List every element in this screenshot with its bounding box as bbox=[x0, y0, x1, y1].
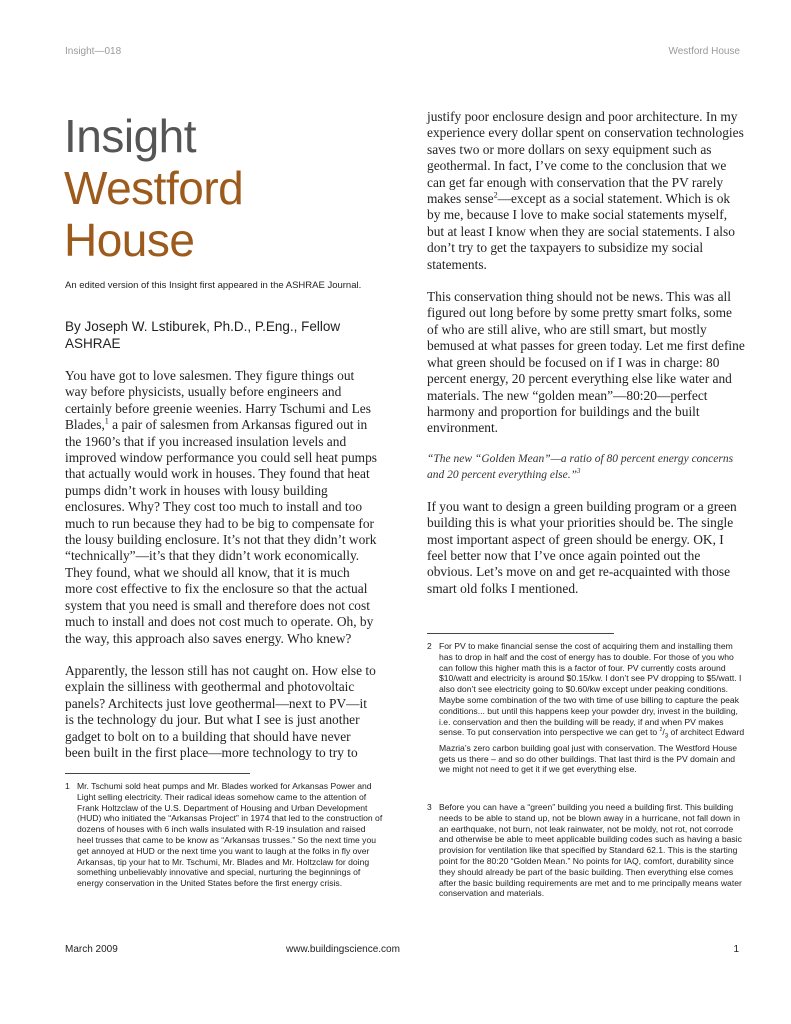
footnote-divider bbox=[65, 773, 250, 774]
paragraph: If you want to design a green building program or a green building this is what your priorities should be. The single most important aspect of green should be energy. OK, I feel better now that I’ve once again pointed out the obvious. Let’s move on and get re-acquainted with those smart old folks I mentioned. bbox=[427, 498, 737, 596]
footnote-number: 3 bbox=[427, 802, 432, 812]
title-line-house: House bbox=[64, 214, 195, 266]
pull-quote: “The new “Golden Mean”—a ratio of 80 percent energy concerns and 20 percent everything else.”$^3$ bbox=[427, 452, 734, 481]
footnote-2 bbox=[427, 641, 745, 775]
footnote-ref-2: 2 bbox=[493, 190, 498, 200]
column-left bbox=[65, 368, 377, 761]
footnote-number: 2 bbox=[427, 641, 432, 651]
footnote-text: Before you can have a “green” building you need a building first. This building needs to be able to stand up, not be blown away in a hurricane, not fall down in an earthquake, not burn, not leak rainwater, not be moldy, not rot, not corrode and otherwise be able to meet applicable building codes such as having a basic provision for ventilation like that specified by Standard 62.1. This is the starting point for the 80:20 “Golden Mean.” No points for IAQ, comfort, durability since they should already be part of the basic building. Then everything else comes after the basic building requirements are met and to me principally means water conservation and materials. bbox=[439, 802, 742, 899]
paragraph: You have got to love salesmen. They figure things out way before physicists, usually before engineers and certainly before greenie weenies. Harry Tschumi and Les Blades,$^1$ a pair of salesmen from Arkansas figured out in the 1960’s that if you increased insulation levels and improved window performance you could sell heat pumps that actually would work in houses. They found that heat pumps didn’t work in houses with lousy building enclosures. Why? They cost too much to install and too much to run because they had to be big to compensate for the lousy building enclosure. It’s not that they didn’t work “technically”—it’s that they didn’t work economically. They found, what we should all know, that it is much more cost effective to fix the enclosure so that the actual system that you need is small and therefore does not cost much to install and does not cost much to operate. Oh, by the way, this approach also saves energy. Who knew? bbox=[65, 368, 377, 646]
column-right bbox=[427, 109, 745, 597]
footnote-text: For PV to make financial sense the cost of acquiring them and installing them has to drop in half and the cost of energy has to double. For those of you who can follow this higher math this is a factor of four. PV currently costs around $10/watt and electricity is around $0.15/kw. I don’t see PV dropping to $5/watt. I also don’t see electricity going to $0.60/kw except under peaking conditions. Maybe some combination of the two with time of use billing to capture the peak conditions... but until this happens keep your powder dry, invest in the building, i.e. conservation and then the building will be ready, if and when PV makes sense. To put conservation into perspective we can get to $^2/_3$ of architect Edward Mazria’s zero carbon building goal just with conservation. The Westford House gets us there – and so do other buildings. That last third is the PV domain and we might not need to get it if we get everything else. bbox=[439, 641, 745, 775]
footnote-divider bbox=[427, 633, 614, 634]
title-line-westford: Westford bbox=[64, 162, 244, 214]
footnote-1 bbox=[65, 781, 383, 889]
fraction-numerator: 2 bbox=[659, 727, 663, 734]
fraction-denominator: 3 bbox=[664, 734, 669, 741]
paragraph: Apparently, the lesson still has not caught on. How else to explain the silliness with geothermal and photovoltaic panels? Architects just love geothermal—next to PV—it is the technology du jour. But what I see is just another gadget to bolt on to a building that should have never been built in the first place—more technology to try to bbox=[65, 662, 376, 760]
footnote-number: 1 bbox=[65, 781, 70, 791]
footnote-ref-1: 1 bbox=[104, 416, 109, 426]
footnote-text: Mr. Tschumi sold heat pumps and Mr. Blades worked for Arkansas Power and Light selling electricity. Their radical ideas somehow came to the attention of Frank Holtzclaw of the U.S. Department of Housing and Urban Development (HUD) who initiated the “Arkansas Project” in 1974 that led to the construction of dozens of houses with 6 inch walls insulated with R-19 insulation and raised heel trusses that came to be know as “Arkansas trusses.” So the next time you get annoyed at HUD or the next time you want to laugh at the folks in fly over Arkansas, tip your hat to Mr. Tschumi, Mr. Blades and Mr. Holtzclaw for doing something unbelievably innovative and special, nurturing the beginnings of energy conservation in the United States before the first energy crisis. bbox=[77, 781, 383, 889]
running-header-right: Westford House bbox=[668, 46, 740, 57]
author-byline: By Joseph W. Lstiburek, Ph.D., P.Eng., Fellow ASHRAE bbox=[65, 319, 341, 351]
footnote-3 bbox=[427, 802, 745, 899]
footer-website-link[interactable]: www.buildingscience.com bbox=[286, 944, 400, 955]
running-header-left: Insight—018 bbox=[65, 46, 122, 57]
paragraph: justify poor enclosure design and poor architecture. In my experience every dollar spent on conservation technologies saves two or more dollars on sexy equipment such as geothermal. In fact, I’ve come to the conclusion that we can get far enough with conservation that the PV rarely makes sense$^2$—except as a social statement. Which is ok by me, because I love to make social statements myself, but at least I know when they are social statements. I also don’t try to get the taxpayers to subsidize my social statements. bbox=[427, 109, 744, 272]
footer-date: March 2009 bbox=[65, 944, 118, 955]
title-line-insight: Insight bbox=[64, 110, 197, 162]
page-title bbox=[64, 110, 384, 266]
paragraph: This conservation thing should not be news. This was all figured out long before by some pretty smart folks, some of who are still alive, who are still smart, but mostly bemused at what passes for green today. Let me first define what green should be focused on if I was in charge: 80 percent energy, 20 percent everything else like water and materials. The new “golden mean”—80:20—perfect harmony and proportion for buildings and the built environment. bbox=[427, 289, 745, 436]
page-number: 1 bbox=[733, 944, 739, 955]
footnote-ref-3: 3 bbox=[577, 467, 581, 475]
edit-note: An edited version of this Insight first appeared in the ASHRAE Journal. bbox=[65, 280, 362, 291]
